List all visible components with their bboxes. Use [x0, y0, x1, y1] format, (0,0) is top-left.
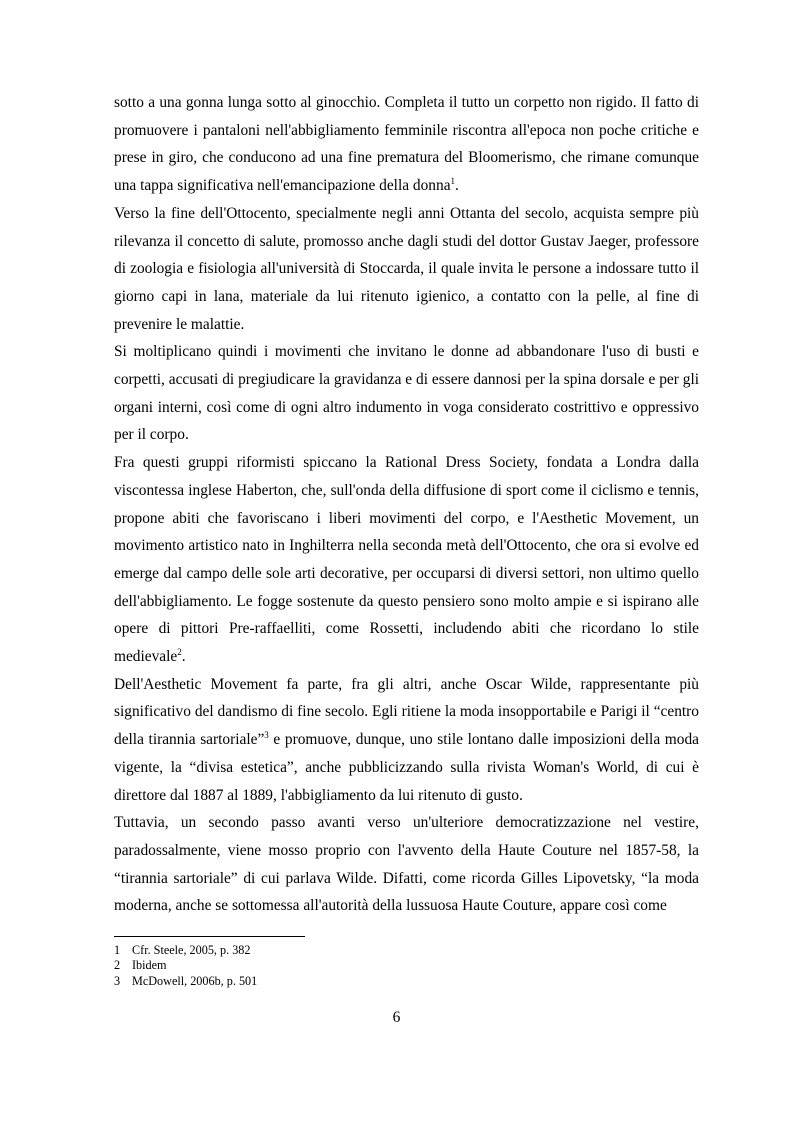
footnote-ref-2: 2	[177, 647, 182, 658]
paragraph-text: Verso la fine dell'Ottocento, specialmente negli anni Ottanta del secolo, acquista sempre più rilevanza il concetto di salute, promosso anche dagli studi del dottor Gustav Jaeger, professore di zoologia e fisiologia all'università di Stoccarda, il quale invita le persone a indossare tutto il giorno capi in lana, materiale da lui ritenuto igienico, a contatto con la pelle, al fine di prevenire le malattie.	[114, 204, 699, 333]
paragraph-3	[114, 338, 699, 449]
paragraph-tail: .	[181, 648, 186, 666]
footnote-item	[114, 958, 257, 973]
footnote-number: 3	[114, 973, 121, 988]
paragraph-5	[114, 671, 699, 810]
footnote-item	[114, 943, 257, 958]
page-number: 6	[392, 1009, 401, 1026]
paragraph-text: Tuttavia, un secondo passo avanti verso un'ulteriore democratizzazione nel vestire, paradossalmente, viene mosso proprio con l'avvento della Haute Couture nel 1857-58, la “tirannia sartoriale” di cui parlava Wilde. Difatti, come ricorda Gilles Lipovetsky, “la moda moderna, anche se sottomessa all'autorità della lussuosa Haute Couture, appare così come	[114, 814, 699, 915]
paragraph-2	[114, 200, 699, 339]
paragraph-1	[114, 89, 699, 200]
paragraph-text: Dell'Aesthetic Movement fa parte, fra gli altri, anche Oscar Wilde, rappresentante più significativo del dandismo di fine secolo. Egli ritiene la moda insopportabile e Parigi il “centro della tirannia sartoriale”	[114, 675, 699, 749]
footnote-text: Cfr. Steele, 2005, p. 382	[132, 943, 251, 957]
footnote-ref-1: 1	[450, 176, 456, 187]
footnotes-list	[114, 943, 257, 989]
body-text	[114, 89, 699, 920]
footnote-text: McDowell, 2006b, p. 501	[132, 973, 258, 988]
paragraph-text: Si moltiplicano quindi i movimenti che invitano le donne ad abbandonare l'uso di busti e corpetti, accusati di pregiudicare la gravidanza e di essere dannosi per la spina dorsale e per gli organi interni, così come di ogni altro indumento in voga considerato costrittivo e oppressivo per il corpo.	[114, 343, 699, 444]
paragraph-4	[114, 449, 699, 671]
paragraph-tail: .	[455, 177, 459, 195]
paragraph-text: sotto a una gonna lunga sotto al ginocchio. Completa il tutto un corpetto non rigido. Il fatto di promuovere i pantaloni nell'abbigliamento femminile riscontra all'epoca non poche critiche e prese in giro, che conducono ad una fine prematura del Bloomerismo, che rimane comunque una tappa significativa nell'emancipazione della donna	[114, 94, 699, 195]
paragraph-tail: e promuove, dunque, uno stile lontano dalle imposizioni della moda vigente, la “divisa estetica”, anche pubblicizzando sulla rivista Woman's World, di cui è direttore dal 1887 al 1889, l'abbigliamento da lui ritenuto di gusto.	[114, 731, 699, 804]
footnote-ref-3: 3	[264, 730, 269, 741]
footnote-text: Ibidem	[132, 958, 167, 973]
paragraph-text: Fra questi gruppi riformisti spiccano la Rational Dress Society, fondata a Londra dalla viscontessa inglese Haberton, che, sull'onda della diffusione di sport come il ciclismo e tennis, propone abiti che favoriscano i liberi movimenti del corpo, e l'Aesthetic Movement, un movimento artistico nato in Inghilterra nella seconda metà dell'Ottocento, che ora si evolve ed emerge dal campo delle sole arti decorative, per occuparsi di diversi settori, non ultimo quello dell'abbigliamento. Le fogge sostenute da questo pensiero sono molto ampie e si ispirano alle opere di pittori Pre-raffaelliti, come Rossetti, includendo abiti che ricordano lo stile medievale	[114, 454, 699, 666]
footnote-divider	[114, 936, 305, 937]
footnote-item	[114, 974, 257, 989]
footnote-number: 1	[114, 943, 121, 957]
paragraph-6	[114, 809, 699, 920]
footnote-number: 2	[114, 958, 121, 973]
